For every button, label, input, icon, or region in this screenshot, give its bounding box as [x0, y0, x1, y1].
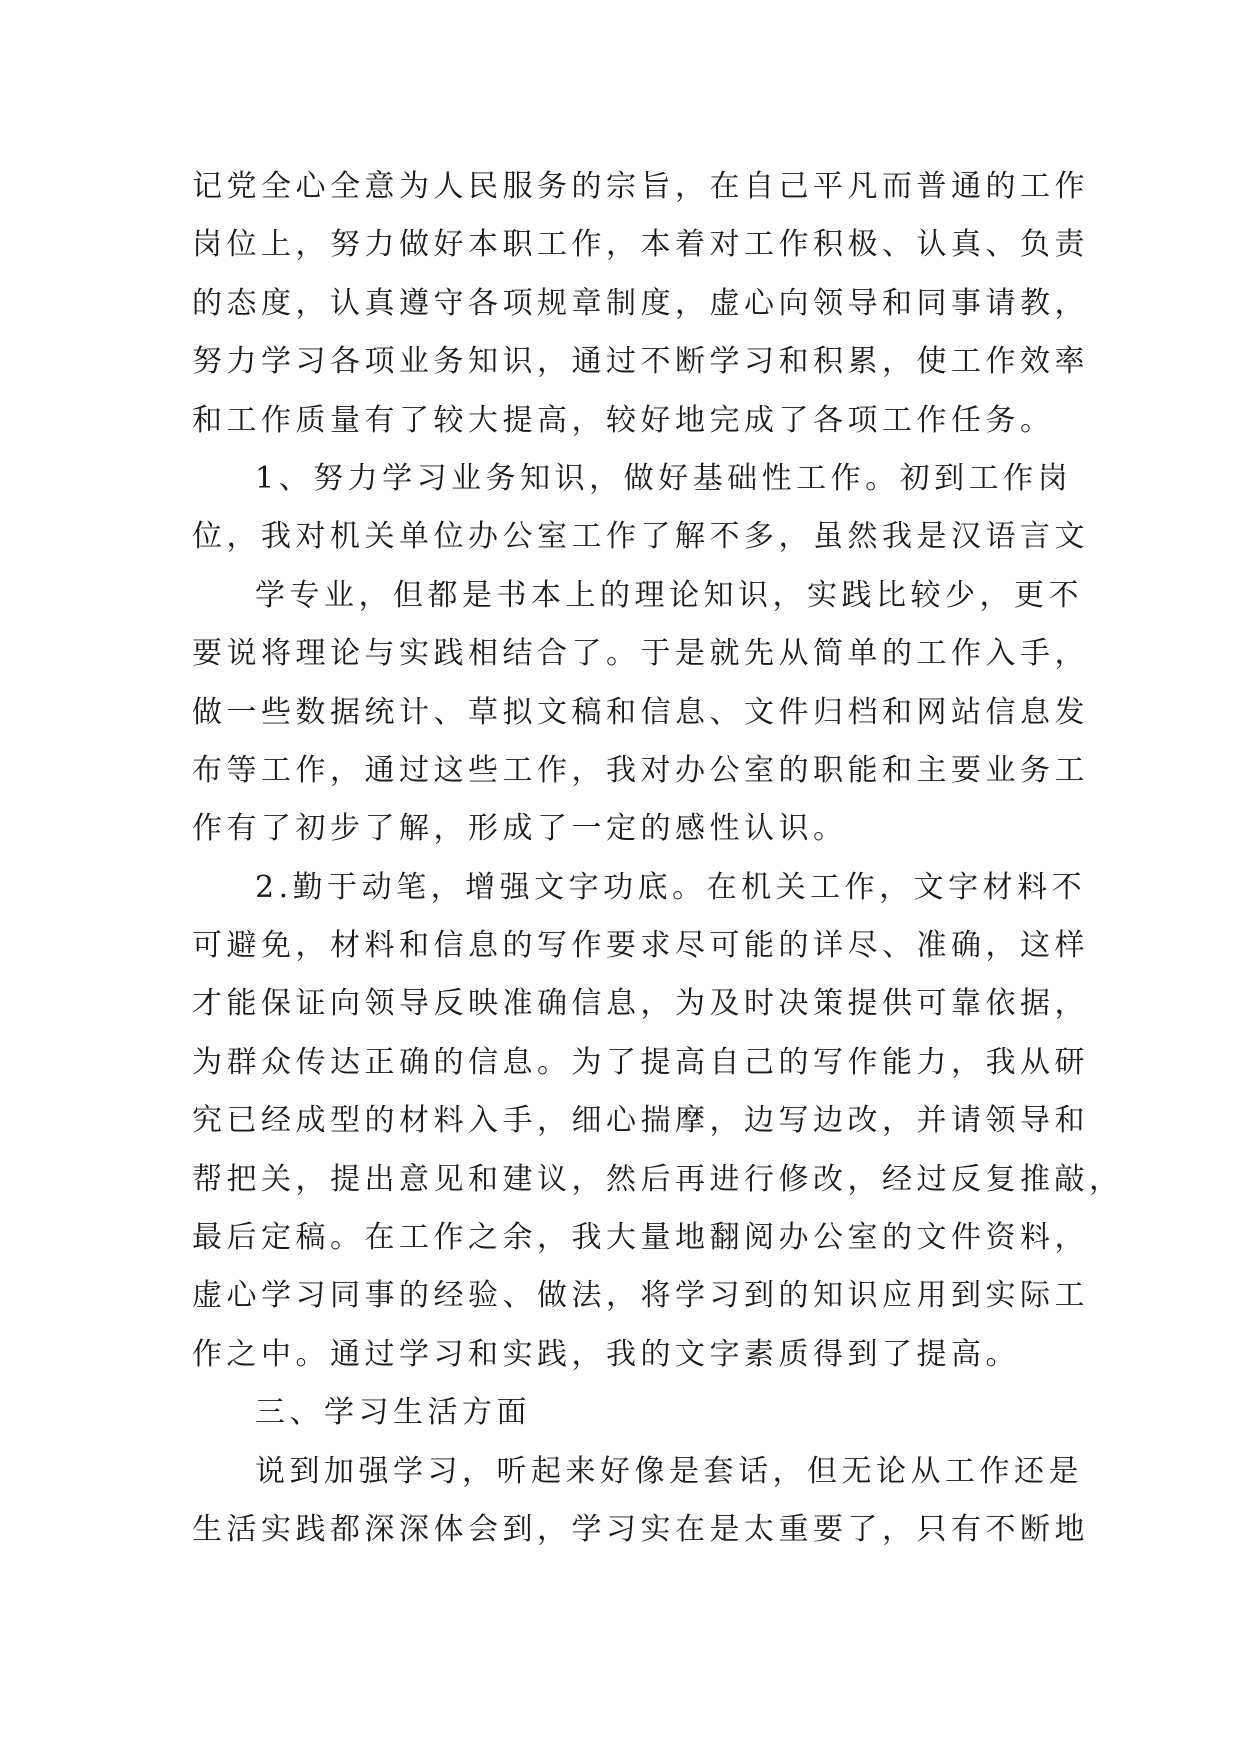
text-line: 的态度，认真遵守各项规章制度，虚心向领导和同事请教， — [192, 285, 1089, 321]
document-body — [192, 158, 1124, 1559]
text-line: 三、学习生活方面 — [255, 1395, 531, 1431]
text-line: 最后定稿。在工作之余，我大量地翻阅办公室的文件资料， — [192, 1220, 1089, 1256]
text-line: 布等工作，通过这些工作，我对办公室的职能和主要业务工 — [192, 752, 1089, 788]
text-line: 记党全心全意为人民服务的宗旨，在自己平凡而普通的工作 — [192, 169, 1089, 204]
text-line: 帮把关，提出意见和建议，然后再进行修改，经过反复推敲， — [192, 1161, 1124, 1197]
text-line: 和工作质量有了较大提高，较好地完成了各项工作任务。 — [192, 402, 1055, 438]
text-line: 岗位上，努力做好本职工作，本着对工作积极、认真、负责 — [192, 227, 1089, 263]
text-line: 究已经成型的材料入手，细心揣摩，边写边改，并请领导和 — [192, 1103, 1089, 1139]
text-line: 说到加强学习，听起来好像是套话，但无论从工作还是 — [255, 1453, 1083, 1489]
text-line: 要说将理论与实践相结合了。于是就先从简单的工作入手， — [192, 636, 1089, 672]
text-line: 可避免，材料和信息的写作要求尽可能的详尽、准确，这样 — [192, 928, 1089, 964]
text-line: 做一些数据统计、草拟文稿和信息、文件归档和网站信息发 — [192, 694, 1089, 730]
text-line: 1、努力学习业务知识，做好基础性工作。初到工作岗 — [255, 460, 1073, 496]
text-line: 位，我对机关单位办公室工作了解不多，虽然我是汉语言文 — [192, 519, 1089, 555]
text-line: 作之中。通过学习和实践，我的文字素质得到了提高。 — [192, 1336, 1020, 1372]
text-line: 2.勤于动笔，增强文字功底。在机关工作，文字材料不 — [255, 869, 1087, 905]
text-line: 为群众传达正确的信息。为了提高自己的写作能力，我从研 — [192, 1044, 1089, 1080]
text-line: 学专业，但都是书本上的理论知识，实践比较少，更不 — [255, 577, 1083, 613]
text-line: 努力学习各项业务知识，通过不断学习和积累，使工作效率 — [192, 344, 1089, 380]
text-line: 才能保证向领导反映准确信息，为及时决策提供可靠依据， — [192, 986, 1089, 1022]
text-line: 虚心学习同事的经验、做法，将学习到的知识应用到实际工 — [192, 1278, 1089, 1314]
text-line: 生活实践都深深体会到，学习实在是太重要了，只有不断地 — [192, 1511, 1089, 1547]
text-line: 作有了初步了解，形成了一定的感性认识。 — [192, 811, 848, 847]
